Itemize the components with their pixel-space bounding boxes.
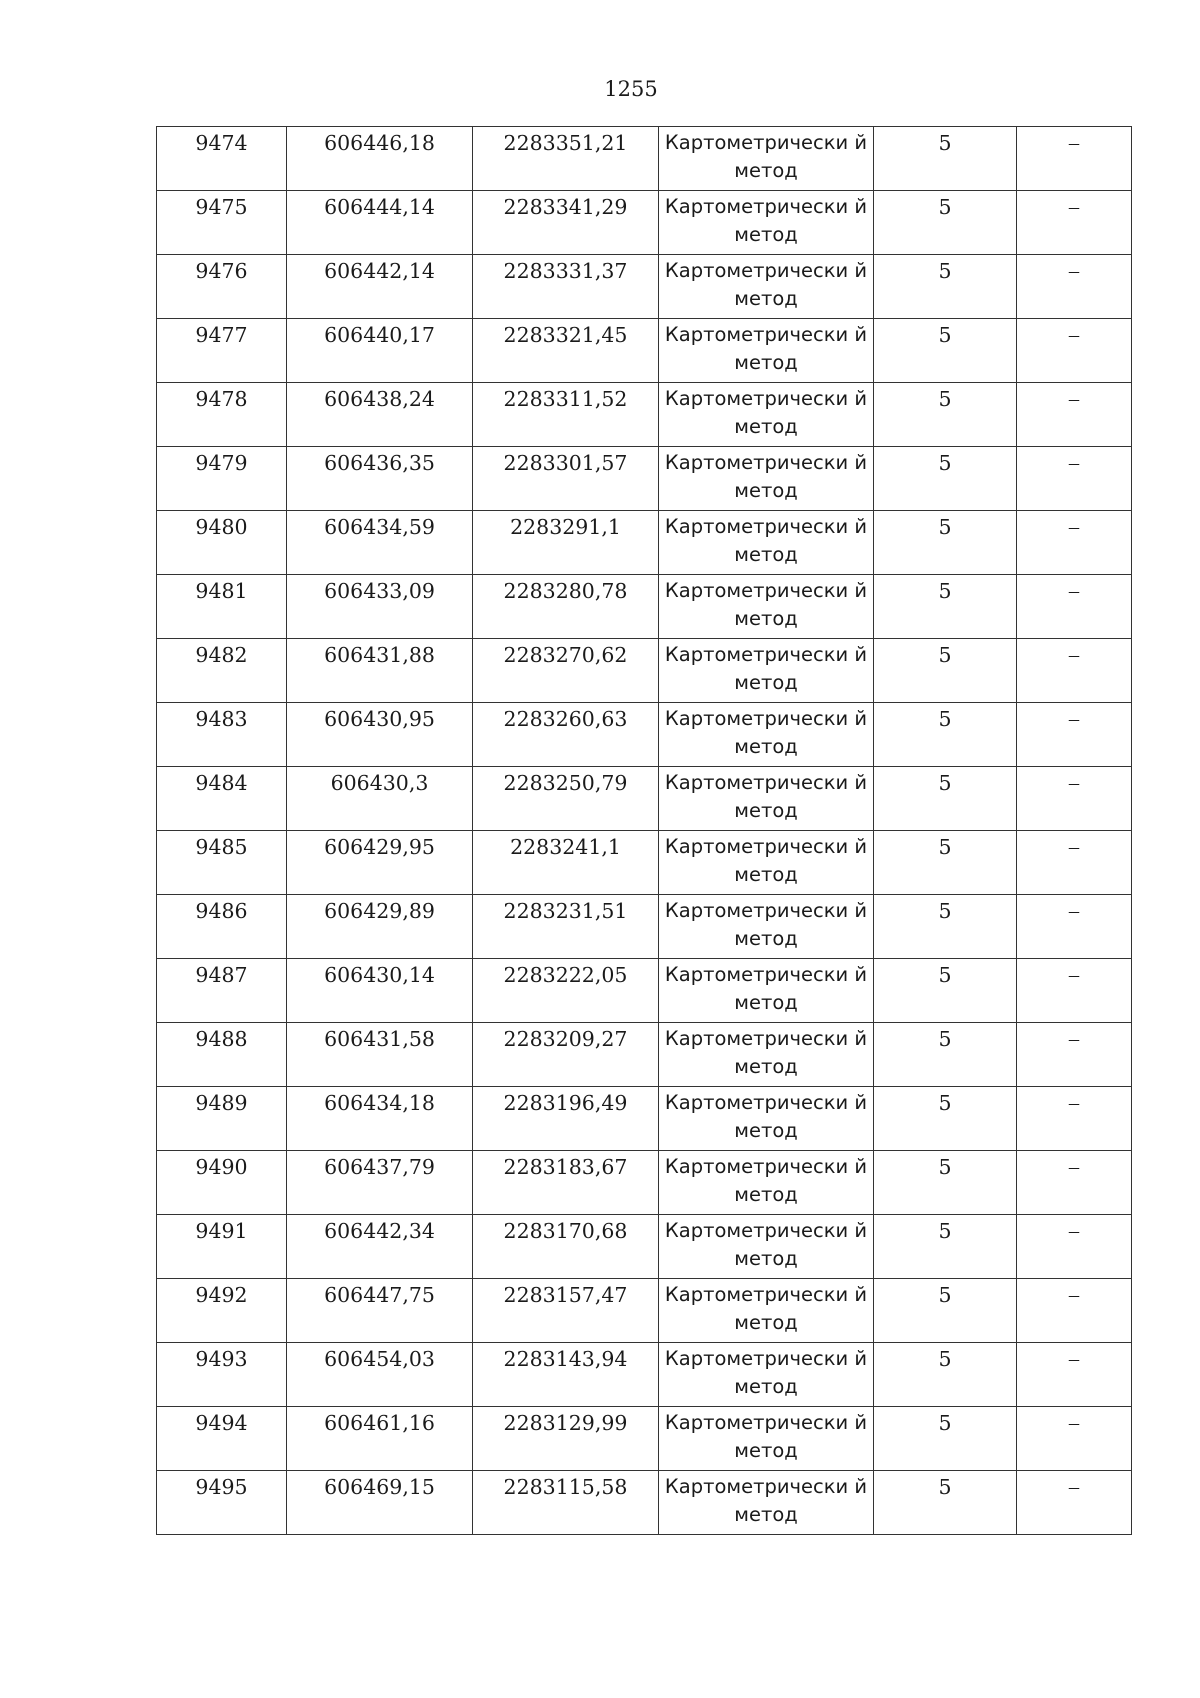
note-cell: – — [1017, 959, 1132, 1023]
x-coordinate-cell: 606429,95 — [287, 831, 473, 895]
y-coordinate-cell: 2283241,1 — [473, 831, 659, 895]
note-cell: – — [1017, 255, 1132, 319]
table-row — [157, 1407, 1132, 1471]
accuracy-cell: 5 — [874, 1151, 1017, 1215]
x-coordinate-cell: 606446,18 — [287, 127, 473, 191]
x-coordinate-cell: 606431,88 — [287, 639, 473, 703]
note-cell: – — [1017, 1407, 1132, 1471]
table-row — [157, 575, 1132, 639]
y-coordinate-cell: 2283341,29 — [473, 191, 659, 255]
y-coordinate-cell: 2283196,49 — [473, 1087, 659, 1151]
note-cell: – — [1017, 895, 1132, 959]
point-number-cell: 9495 — [157, 1471, 287, 1535]
accuracy-cell: 5 — [874, 1023, 1017, 1087]
note-cell: – — [1017, 639, 1132, 703]
x-coordinate-cell: 606440,17 — [287, 319, 473, 383]
y-coordinate-cell: 2283321,45 — [473, 319, 659, 383]
accuracy-cell: 5 — [874, 1471, 1017, 1535]
x-coordinate-cell: 606434,59 — [287, 511, 473, 575]
y-coordinate-cell: 2283301,57 — [473, 447, 659, 511]
method-cell: Картометрически й метод — [659, 895, 874, 959]
method-cell: Картометрически й метод — [659, 255, 874, 319]
note-cell: – — [1017, 1471, 1132, 1535]
accuracy-cell: 5 — [874, 767, 1017, 831]
y-coordinate-cell: 2283311,52 — [473, 383, 659, 447]
x-coordinate-cell: 606442,14 — [287, 255, 473, 319]
table-row — [157, 767, 1132, 831]
x-coordinate-cell: 606438,24 — [287, 383, 473, 447]
y-coordinate-cell: 2283331,37 — [473, 255, 659, 319]
note-cell: – — [1017, 1023, 1132, 1087]
method-cell: Картометрически й метод — [659, 511, 874, 575]
point-number-cell: 9481 — [157, 575, 287, 639]
point-number-cell: 9494 — [157, 1407, 287, 1471]
table-body — [157, 127, 1132, 1535]
page-number: 1255 — [604, 77, 658, 101]
note-cell: – — [1017, 767, 1132, 831]
point-number-cell: 9478 — [157, 383, 287, 447]
method-cell: Картометрически й метод — [659, 959, 874, 1023]
x-coordinate-cell: 606434,18 — [287, 1087, 473, 1151]
table-row — [157, 191, 1132, 255]
table-row — [157, 703, 1132, 767]
method-cell: Картометрически й метод — [659, 1087, 874, 1151]
table-row — [157, 831, 1132, 895]
y-coordinate-cell: 2283231,51 — [473, 895, 659, 959]
method-cell: Картометрически й метод — [659, 191, 874, 255]
method-cell: Картометрически й метод — [659, 1279, 874, 1343]
x-coordinate-cell: 606461,16 — [287, 1407, 473, 1471]
note-cell: – — [1017, 1279, 1132, 1343]
accuracy-cell: 5 — [874, 1343, 1017, 1407]
point-number-cell: 9474 — [157, 127, 287, 191]
point-number-cell: 9477 — [157, 319, 287, 383]
point-number-cell: 9492 — [157, 1279, 287, 1343]
table-row — [157, 319, 1132, 383]
accuracy-cell: 5 — [874, 1087, 1017, 1151]
accuracy-cell: 5 — [874, 959, 1017, 1023]
note-cell: – — [1017, 1215, 1132, 1279]
coordinates-table — [156, 126, 1132, 1535]
note-cell: – — [1017, 383, 1132, 447]
accuracy-cell: 5 — [874, 575, 1017, 639]
table-row — [157, 895, 1132, 959]
point-number-cell: 9475 — [157, 191, 287, 255]
note-cell: – — [1017, 1151, 1132, 1215]
point-number-cell: 9490 — [157, 1151, 287, 1215]
accuracy-cell: 5 — [874, 383, 1017, 447]
table-row — [157, 1471, 1132, 1535]
method-cell: Картометрически й метод — [659, 767, 874, 831]
note-cell: – — [1017, 511, 1132, 575]
accuracy-cell: 5 — [874, 127, 1017, 191]
x-coordinate-cell: 606454,03 — [287, 1343, 473, 1407]
x-coordinate-cell: 606430,14 — [287, 959, 473, 1023]
x-coordinate-cell: 606444,14 — [287, 191, 473, 255]
table-row — [157, 639, 1132, 703]
method-cell: Картометрически й метод — [659, 1151, 874, 1215]
method-cell: Картометрически й метод — [659, 383, 874, 447]
table-row — [157, 511, 1132, 575]
point-number-cell: 9493 — [157, 1343, 287, 1407]
y-coordinate-cell: 2283143,94 — [473, 1343, 659, 1407]
accuracy-cell: 5 — [874, 639, 1017, 703]
note-cell: – — [1017, 447, 1132, 511]
note-cell: – — [1017, 1087, 1132, 1151]
table-row — [157, 1279, 1132, 1343]
accuracy-cell: 5 — [874, 1215, 1017, 1279]
point-number-cell: 9487 — [157, 959, 287, 1023]
method-cell: Картометрически й метод — [659, 447, 874, 511]
note-cell: – — [1017, 319, 1132, 383]
accuracy-cell: 5 — [874, 1279, 1017, 1343]
table-row — [157, 1215, 1132, 1279]
x-coordinate-cell: 606429,89 — [287, 895, 473, 959]
note-cell: – — [1017, 191, 1132, 255]
point-number-cell: 9486 — [157, 895, 287, 959]
x-coordinate-cell: 606436,35 — [287, 447, 473, 511]
note-cell: – — [1017, 575, 1132, 639]
table-row — [157, 1087, 1132, 1151]
note-cell: – — [1017, 831, 1132, 895]
point-number-cell: 9483 — [157, 703, 287, 767]
x-coordinate-cell: 606430,95 — [287, 703, 473, 767]
method-cell: Картометрически й метод — [659, 127, 874, 191]
x-coordinate-cell: 606437,79 — [287, 1151, 473, 1215]
accuracy-cell: 5 — [874, 703, 1017, 767]
point-number-cell: 9484 — [157, 767, 287, 831]
y-coordinate-cell: 2283260,63 — [473, 703, 659, 767]
table-row — [157, 1023, 1132, 1087]
point-number-cell: 9480 — [157, 511, 287, 575]
x-coordinate-cell: 606431,58 — [287, 1023, 473, 1087]
method-cell: Картометрически й метод — [659, 1023, 874, 1087]
x-coordinate-cell: 606447,75 — [287, 1279, 473, 1343]
y-coordinate-cell: 2283270,62 — [473, 639, 659, 703]
table-row — [157, 447, 1132, 511]
accuracy-cell: 5 — [874, 191, 1017, 255]
method-cell: Картометрически й метод — [659, 575, 874, 639]
accuracy-cell: 5 — [874, 255, 1017, 319]
table-row — [157, 1343, 1132, 1407]
table-row — [157, 255, 1132, 319]
method-cell: Картометрически й метод — [659, 1215, 874, 1279]
accuracy-cell: 5 — [874, 895, 1017, 959]
point-number-cell: 9489 — [157, 1087, 287, 1151]
point-number-cell: 9476 — [157, 255, 287, 319]
y-coordinate-cell: 2283280,78 — [473, 575, 659, 639]
point-number-cell: 9485 — [157, 831, 287, 895]
y-coordinate-cell: 2283291,1 — [473, 511, 659, 575]
point-number-cell: 9482 — [157, 639, 287, 703]
point-number-cell: 9479 — [157, 447, 287, 511]
accuracy-cell: 5 — [874, 511, 1017, 575]
y-coordinate-cell: 2283209,27 — [473, 1023, 659, 1087]
note-cell: – — [1017, 127, 1132, 191]
x-coordinate-cell: 606442,34 — [287, 1215, 473, 1279]
method-cell: Картометрически й метод — [659, 1471, 874, 1535]
method-cell: Картометрически й метод — [659, 1407, 874, 1471]
note-cell: – — [1017, 1343, 1132, 1407]
y-coordinate-cell: 2283222,05 — [473, 959, 659, 1023]
y-coordinate-cell: 2283351,21 — [473, 127, 659, 191]
x-coordinate-cell: 606433,09 — [287, 575, 473, 639]
note-cell: – — [1017, 703, 1132, 767]
x-coordinate-cell: 606430,3 — [287, 767, 473, 831]
point-number-cell: 9491 — [157, 1215, 287, 1279]
method-cell: Картометрически й метод — [659, 831, 874, 895]
y-coordinate-cell: 2283157,47 — [473, 1279, 659, 1343]
table-row — [157, 959, 1132, 1023]
accuracy-cell: 5 — [874, 831, 1017, 895]
point-number-cell: 9488 — [157, 1023, 287, 1087]
table-row — [157, 1151, 1132, 1215]
method-cell: Картометрически й метод — [659, 319, 874, 383]
method-cell: Картометрически й метод — [659, 703, 874, 767]
table-row — [157, 127, 1132, 191]
method-cell: Картометрически й метод — [659, 639, 874, 703]
method-cell: Картометрически й метод — [659, 1343, 874, 1407]
y-coordinate-cell: 2283250,79 — [473, 767, 659, 831]
accuracy-cell: 5 — [874, 1407, 1017, 1471]
accuracy-cell: 5 — [874, 447, 1017, 511]
y-coordinate-cell: 2283183,67 — [473, 1151, 659, 1215]
y-coordinate-cell: 2283170,68 — [473, 1215, 659, 1279]
accuracy-cell: 5 — [874, 319, 1017, 383]
y-coordinate-cell: 2283115,58 — [473, 1471, 659, 1535]
table-row — [157, 383, 1132, 447]
y-coordinate-cell: 2283129,99 — [473, 1407, 659, 1471]
x-coordinate-cell: 606469,15 — [287, 1471, 473, 1535]
